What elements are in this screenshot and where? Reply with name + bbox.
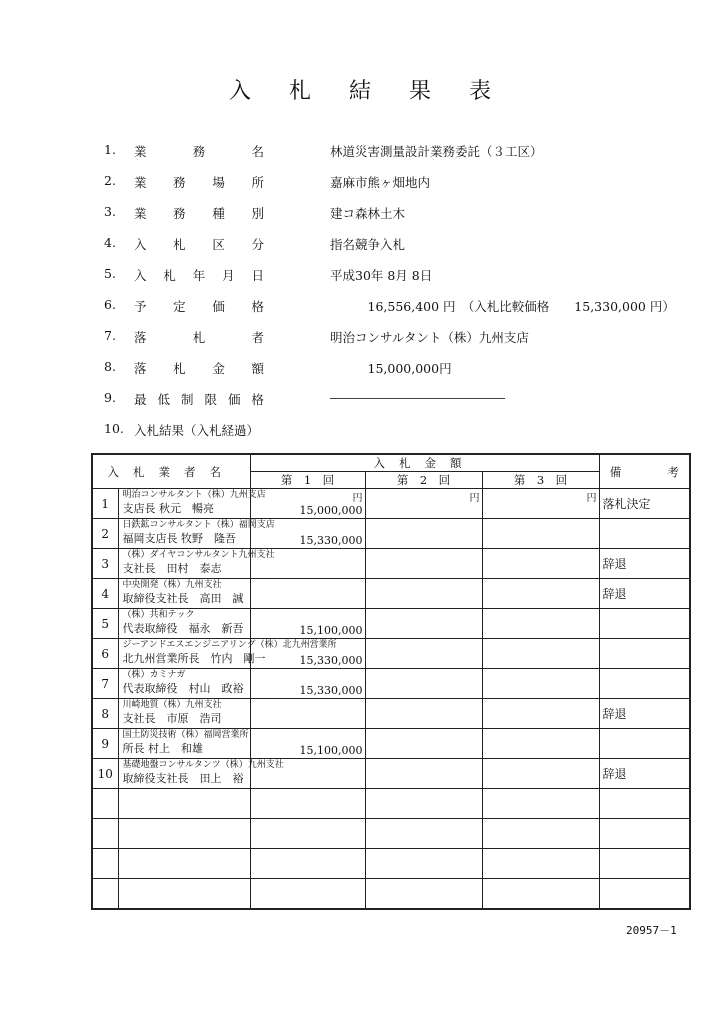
info-item [104, 328, 664, 354]
table-row [92, 699, 690, 729]
row-number: 2 [92, 519, 118, 549]
note-cell [599, 729, 690, 759]
header-note: 備 考 [599, 454, 690, 489]
header-bidder: 入札業者名 [92, 454, 250, 489]
label-char: 限 [204, 392, 217, 407]
amount-round-1 [250, 759, 365, 789]
note-cell [599, 639, 690, 669]
label-char: 最 [134, 392, 147, 407]
bidder-company: （株）共和テック [122, 610, 195, 620]
yen-unit: 円 [352, 493, 363, 504]
yen-unit: 円 [469, 493, 480, 504]
bidder-company: （株）ダイヤコンサルタント九州支社 [122, 550, 275, 560]
label-char: 場 [212, 175, 225, 190]
bidder-representative: 取締役支社長 高田 誠 [122, 592, 244, 605]
label-char: 札 [173, 361, 186, 376]
table-row [92, 639, 690, 669]
empty-cell [482, 849, 599, 879]
bidder-name [118, 669, 250, 699]
bidder-name [118, 519, 275, 549]
label-char: 月 [222, 268, 235, 283]
bid-value: 15,330,000 [299, 534, 363, 547]
empty-cell [599, 849, 690, 879]
bid-value: 15,100,000 [299, 744, 363, 757]
row-number: 8 [92, 699, 118, 729]
label-char: 格 [251, 392, 264, 407]
empty-cell [118, 789, 250, 819]
empty-cell [482, 789, 599, 819]
bid-results-table [91, 453, 691, 910]
table-row [92, 729, 690, 759]
label-char: 札 [173, 237, 186, 252]
info-label: 入札結果（入札経過） [134, 423, 260, 438]
info-label [134, 390, 264, 408]
empty-row [92, 849, 690, 879]
header-round-2: 第 2 回 [365, 472, 482, 489]
header-round-1: 第 1 回 [250, 472, 365, 489]
empty-cell [118, 879, 250, 910]
row-number: 1 [92, 489, 118, 519]
amount-round-3 [482, 609, 599, 639]
label-char: 業 [134, 144, 147, 159]
empty-cell [599, 819, 690, 849]
bidder-representative: 支社長 市原 浩司 [122, 712, 222, 725]
amount-round-1 [250, 729, 365, 759]
row-number: 6 [92, 639, 118, 669]
empty-cell [599, 879, 690, 910]
info-number: 1. [104, 142, 116, 157]
bidder-representative: 北九州営業所長 竹内 剛一 [122, 652, 266, 665]
info-item [104, 359, 664, 385]
label-char: 価 [227, 392, 241, 407]
table-row [92, 759, 690, 789]
bidder-company: 中央開発（株）九州支社 [122, 580, 222, 590]
info-item [104, 204, 664, 230]
yen-unit: 円 [586, 493, 597, 504]
amount-round-2 [365, 609, 482, 639]
empty-row [92, 879, 690, 910]
row-number: 7 [92, 669, 118, 699]
amount-round-2 [365, 579, 482, 609]
amount-round-1 [250, 579, 365, 609]
info-label [134, 359, 264, 377]
empty-cell [365, 879, 482, 910]
amount-round-3 [482, 639, 599, 669]
label-char: 区 [212, 237, 225, 252]
empty-cell [118, 819, 250, 849]
info-number: 9. [104, 390, 116, 405]
row-number: 5 [92, 609, 118, 639]
note-cell [599, 669, 690, 699]
amount-round-1 [250, 639, 365, 669]
label-char: 定 [173, 299, 186, 314]
amount-round-3 [482, 699, 599, 729]
bidder-representative: 支社長 田村 泰志 [122, 562, 222, 575]
amount-round-3 [482, 549, 599, 579]
amount-round-1 [250, 489, 365, 519]
page-title: 入札結果表 [228, 79, 529, 104]
bid-value: 15,100,000 [299, 624, 363, 637]
label-char: 日 [251, 268, 264, 283]
bid-value: 15,330,000 [299, 684, 363, 697]
bidder-name [118, 489, 266, 519]
bidder-company: 国土防災技術（株）福岡営業所 [122, 730, 249, 740]
label-char: 業 [134, 206, 147, 221]
bidder-company: 基礎地盤コンサルタンツ（株）九州支社 [122, 760, 284, 770]
label-char: 務 [173, 206, 186, 221]
note-cell: 辞退 [599, 549, 690, 579]
bidder-company: 川崎地質（株）九州支社 [122, 700, 222, 710]
row-number: 9 [92, 729, 118, 759]
table-row [92, 669, 690, 699]
info-value: 16,556,400 円 （入札比較価格 15,330,000 円） [330, 299, 675, 314]
info-number: 4. [104, 235, 116, 250]
label-char: 所 [251, 175, 264, 190]
bidder-representative: 福岡支店長 牧野 隆吾 [122, 532, 236, 545]
bidder-name [118, 729, 250, 759]
amount-round-3 [482, 759, 599, 789]
table-row [92, 579, 690, 609]
header-round-3: 第 3 回 [482, 472, 599, 489]
amount-round-3 [482, 489, 599, 519]
table-row [92, 609, 690, 639]
info-item [104, 421, 664, 447]
info-label [134, 204, 264, 222]
note-cell: 辞退 [599, 699, 690, 729]
info-value: ―――――――――――――― [330, 390, 505, 405]
label-char: 業 [134, 175, 147, 190]
amount-round-2 [365, 489, 482, 519]
amount-round-3 [482, 669, 599, 699]
empty-cell [250, 879, 365, 910]
bidder-name [118, 699, 250, 729]
label-char: 別 [251, 206, 264, 221]
label-char: 入 [134, 268, 147, 283]
bidder-representative: 所長 村上 和雄 [122, 742, 203, 755]
info-number: 7. [104, 328, 116, 343]
info-item [104, 173, 664, 199]
bidder-company: 日鉄鉱コンサルタント（株）福岡支店 [122, 520, 275, 530]
info-item [104, 266, 664, 292]
bidder-company: 明治コンサルタント（株）九州支店 [122, 490, 266, 500]
amount-round-2 [365, 639, 482, 669]
info-number: 8. [104, 359, 116, 374]
info-label [134, 235, 264, 253]
label-char: 名 [251, 144, 264, 159]
info-value: 平成30年 8月 8日 [330, 268, 433, 283]
info-value: 林道災害測量設計業務委託（３工区） [330, 144, 543, 159]
info-item [104, 297, 675, 323]
amount-round-2 [365, 549, 482, 579]
empty-cell [365, 789, 482, 819]
info-value: 指名競争入札 [330, 237, 406, 252]
amount-round-2 [365, 519, 482, 549]
info-label [134, 328, 264, 346]
label-char: 予 [134, 299, 147, 314]
note-cell [599, 519, 690, 549]
table-row [92, 489, 690, 519]
label-char: 年 [192, 268, 206, 283]
label-char: 者 [251, 330, 264, 345]
amount-round-1 [250, 549, 365, 579]
label-char: 務 [173, 175, 186, 190]
label-char: 落 [134, 361, 147, 376]
label-char: 種 [212, 206, 225, 221]
bidder-name [118, 609, 250, 639]
empty-cell [250, 849, 365, 879]
note-cell: 落札決定 [599, 489, 690, 519]
amount-round-3 [482, 579, 599, 609]
empty-cell [250, 789, 365, 819]
empty-cell [118, 849, 250, 879]
info-label [134, 142, 264, 160]
info-number: 3. [104, 204, 116, 219]
bid-value: 15,000,000 [299, 504, 363, 517]
empty-row [92, 789, 690, 819]
table-row [92, 519, 690, 549]
bidder-representative: 代表取締役 福永 新吾 [122, 622, 244, 635]
label-char: 低 [157, 392, 170, 407]
empty-row [92, 819, 690, 849]
amount-round-1 [250, 609, 365, 639]
amount-round-2 [365, 759, 482, 789]
label-char: 価 [212, 299, 225, 314]
amount-round-3 [482, 519, 599, 549]
empty-cell [92, 849, 118, 879]
info-number: 5. [104, 266, 116, 281]
info-label [134, 173, 264, 191]
amount-round-1 [250, 669, 365, 699]
info-label [134, 266, 264, 284]
amount-round-2 [365, 729, 482, 759]
info-value: 嘉麻市熊ヶ畑地内 [330, 175, 431, 190]
label-char: 札 [192, 330, 206, 345]
bidder-name [118, 759, 284, 789]
info-item [104, 142, 664, 168]
info-item [104, 235, 664, 261]
label-char: 務 [192, 144, 206, 159]
bidder-representative: 代表取締役 村山 政裕 [122, 682, 244, 695]
row-number: 4 [92, 579, 118, 609]
empty-cell [92, 819, 118, 849]
note-cell [599, 609, 690, 639]
bidder-company: （株）カミナガ [122, 670, 186, 680]
amount-round-2 [365, 669, 482, 699]
amount-round-1 [250, 699, 365, 729]
amount-round-1 [250, 519, 365, 549]
empty-cell [365, 819, 482, 849]
empty-cell [250, 819, 365, 849]
info-number: 2. [104, 173, 116, 188]
empty-cell [92, 789, 118, 819]
empty-cell [482, 819, 599, 849]
row-number: 10 [92, 759, 118, 789]
label-char: 分 [251, 237, 264, 252]
bidder-name [118, 579, 250, 609]
label-char: 入 [134, 237, 147, 252]
info-number: 10. [104, 421, 124, 436]
bidder-company: ジーアンドエスエンジニアリング（株）北九州営業所 [122, 640, 337, 650]
info-value: 建コ森林土木 [330, 206, 406, 221]
row-number: 3 [92, 549, 118, 579]
info-label [134, 297, 264, 315]
empty-cell [482, 879, 599, 910]
label-char: 落 [134, 330, 147, 345]
info-number: 6. [104, 297, 116, 312]
label-char: 格 [251, 299, 264, 314]
label-char: 制 [180, 392, 194, 407]
label-char: 額 [251, 361, 264, 376]
amount-round-2 [365, 699, 482, 729]
info-value: 明治コンサルタント（株）九州支店 [330, 330, 529, 345]
bid-value: 15,330,000 [299, 654, 363, 667]
note-cell: 辞退 [599, 759, 690, 789]
label-char: 金 [212, 361, 225, 376]
empty-cell [599, 789, 690, 819]
document-number: 20957－1 [626, 924, 677, 937]
bidder-name [118, 549, 275, 579]
note-cell: 辞退 [599, 579, 690, 609]
bidder-representative: 取締役支社長 田上 裕 [122, 772, 244, 785]
info-item [104, 390, 664, 416]
amount-round-3 [482, 729, 599, 759]
header-amount: 入札金額 [250, 454, 599, 472]
bidder-representative: 支店長 秋元 暢亮 [122, 502, 214, 515]
info-value: 15,000,000円 [330, 361, 452, 376]
label-char: 札 [163, 268, 176, 283]
table-row [92, 549, 690, 579]
empty-cell [365, 849, 482, 879]
empty-cell [92, 879, 118, 910]
